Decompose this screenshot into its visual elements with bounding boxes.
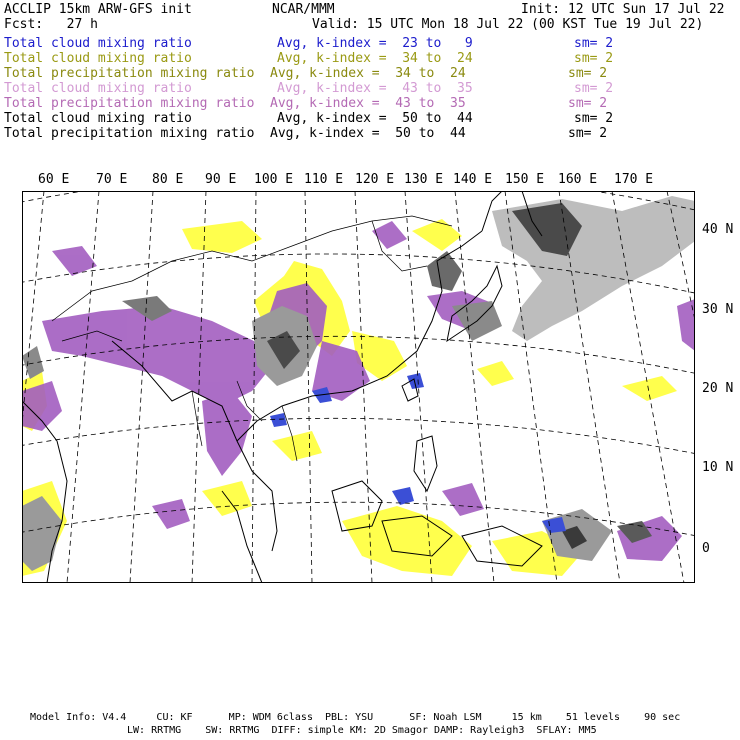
lat-label: 10 N xyxy=(702,460,734,475)
legend-field: Total precipitation mixing ratio xyxy=(4,96,255,111)
lon-label: 110 E xyxy=(304,172,344,187)
legend-desc: Avg, k-index = 23 to 9 xyxy=(277,36,473,51)
lon-label: 140 E xyxy=(453,172,493,187)
legend-desc: Avg, k-index = 50 to 44 xyxy=(270,126,466,141)
lon-label: 80 E xyxy=(152,172,184,187)
org-label: NCAR/MMM xyxy=(272,2,335,17)
lon-label: 170 E xyxy=(614,172,654,187)
legend-sm: sm= 2 xyxy=(568,66,608,81)
lat-label: 40 N xyxy=(702,222,734,237)
legend-field: Total precipitation mixing ratio xyxy=(4,66,255,81)
legend-desc: Avg, k-index = 50 to 44 xyxy=(277,111,473,126)
model-info-line2: LW: RRTMG SW: RRTMG DIFF: simple KM: 2D Smagor DAMP: Rayleigh3 SFLAY: MM5 xyxy=(127,725,597,736)
lat-label: 20 N xyxy=(702,381,734,396)
lon-label: 100 E xyxy=(254,172,294,187)
legend-field: Total cloud mixing ratio xyxy=(4,81,192,96)
legend-field: Total cloud mixing ratio xyxy=(4,111,192,126)
lon-label: 60 E xyxy=(38,172,70,187)
legend-desc: Avg, k-index = 43 to 35 xyxy=(270,96,466,111)
legend-sm: sm= 2 xyxy=(574,51,614,66)
lat-label: 30 N xyxy=(702,302,734,317)
lon-label: 70 E xyxy=(96,172,128,187)
init-time: Init: 12 UTC Sun 17 Jul 22 xyxy=(521,2,725,17)
model-title: ACCLIP 15km ARW-GFS init xyxy=(4,2,192,17)
lon-label: 160 E xyxy=(558,172,598,187)
model-info-line1: Model Info: V4.4 CU: KF MP: WDM 6class PBL: YSU SF: Noah LSM 15 km 51 levels 90 sec xyxy=(30,712,681,723)
legend-field: Total precipitation mixing ratio xyxy=(4,126,255,141)
lon-label: 120 E xyxy=(355,172,395,187)
lon-label: 150 E xyxy=(505,172,545,187)
map-panel xyxy=(22,191,695,583)
lat-label: 0 xyxy=(702,541,710,556)
legend-sm: sm= 2 xyxy=(574,111,614,126)
legend-sm: sm= 2 xyxy=(568,126,608,141)
legend-sm: sm= 2 xyxy=(568,96,608,111)
valid-time: Valid: 15 UTC Mon 18 Jul 22 (00 KST Tue 19 Jul 22) xyxy=(312,17,704,32)
legend-field: Total cloud mixing ratio xyxy=(4,51,192,66)
legend-sm: sm= 2 xyxy=(574,36,614,51)
lon-label: 90 E xyxy=(205,172,237,187)
legend-desc: Avg, k-index = 34 to 24 xyxy=(270,66,466,81)
lon-label: 130 E xyxy=(404,172,444,187)
legend-field: Total cloud mixing ratio xyxy=(4,36,192,51)
legend-desc: Avg, k-index = 34 to 24 xyxy=(277,51,473,66)
legend-desc: Avg, k-index = 43 to 35 xyxy=(277,81,473,96)
forecast-hour: Fcst: 27 h xyxy=(4,17,98,32)
legend-sm: sm= 2 xyxy=(574,81,614,96)
